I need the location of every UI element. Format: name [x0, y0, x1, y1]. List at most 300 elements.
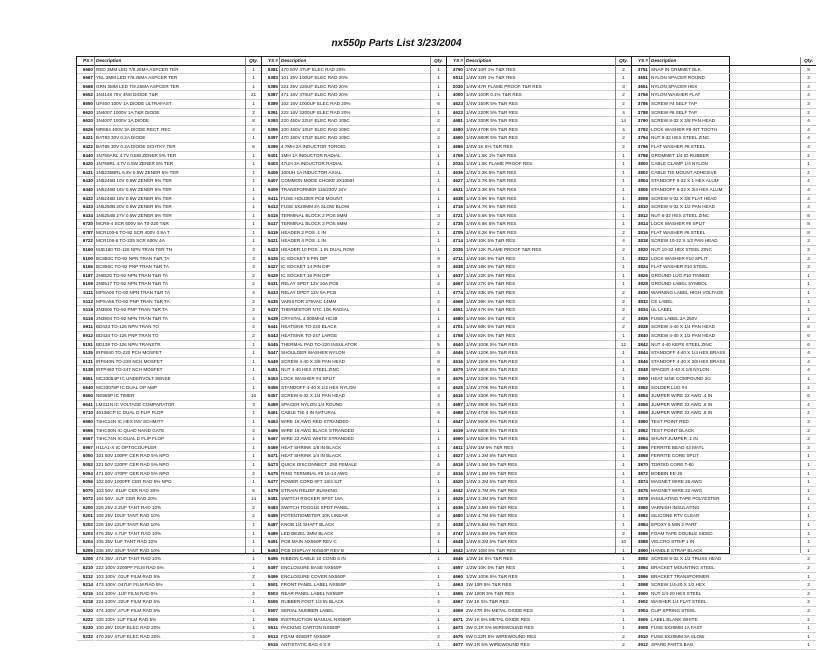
part-number-cell: 5389 [262, 100, 279, 109]
part-number-cell: 5138 [77, 366, 94, 375]
qty-cell: 1 [246, 418, 261, 427]
qty-cell: 1 [246, 598, 261, 607]
description-cell: 1/4W 470R 5% T&R RES [465, 126, 615, 135]
part-number-cell: 4657 [447, 564, 464, 573]
description-cell: LABEL BLANK WHITE [650, 616, 800, 625]
part-number-cell: 4687 [447, 401, 464, 410]
part-number-cell: 5135 [77, 349, 94, 358]
part-number-cell: 3756 [632, 91, 649, 100]
qty-cell: 1 [801, 272, 816, 281]
part-number-cell: 5165 [77, 263, 94, 272]
part-number-cell: 5469 [262, 444, 279, 453]
qty-cell: 2 [431, 220, 446, 229]
description-cell: NUT 4-40 KEPS STEEL ZINC [650, 341, 800, 350]
qty-cell: 9 [431, 255, 446, 264]
description-cell: FUSE 5X20MM 1A FAST [650, 624, 800, 633]
description-cell: 1/4W 22R 1% T&R RES [465, 74, 615, 83]
parts-block-3 [447, 57, 632, 648]
part-number-cell: 5011 [447, 74, 464, 83]
description-cell: SCREW 4-40 X 1/4 PAN HEAD [650, 323, 800, 332]
description-cell: CABLE CLAMP 1/4 NYLON [650, 160, 800, 169]
part-number-cell: 3894 [632, 564, 649, 573]
description-cell: GROUND LUG #10 TINNED [650, 272, 800, 281]
description-cell: RING TERMINAL #8 16-14 AWG [280, 470, 430, 479]
qty-cell: 1 [246, 341, 261, 350]
description-cell: SCREW #6 SELF TAP [650, 109, 800, 118]
description-cell: SPARE PARTS BAG [650, 641, 800, 650]
part-number-cell: 6722 [77, 237, 94, 246]
description-cell: JUMPER WIRE 22 AWG .4 IN [650, 392, 800, 401]
part-number-cell: 5401 [262, 152, 279, 161]
qty-cell: 1 [616, 452, 631, 461]
description-cell: CRYSTAL 4.000MHZ HC49 [280, 315, 430, 324]
qty-cell: 1 [801, 487, 816, 496]
description-cell: 1/4W 5.6K 5% T&R RES [465, 212, 615, 221]
qty-cell: 2 [246, 298, 261, 307]
part-number-cell: 4620 [447, 478, 464, 487]
qty-cell: 1 [246, 358, 261, 367]
qty-cell: 1 [801, 315, 816, 324]
description-cell: 1/4W 10K 5% T&R RES [465, 237, 615, 246]
part-number-cell: 3810 [632, 203, 649, 212]
qty-cell: 4 [801, 366, 816, 375]
part-number-cell: 4642 [447, 547, 464, 556]
description-cell: PCB DISPLAY NX550P REV B [280, 547, 430, 556]
part-number-cell: 3792 [632, 126, 649, 135]
description-cell: 1/2W 1K 5% T&R RES [465, 555, 615, 564]
part-number-cell: 5052 [77, 461, 94, 470]
part-number-cell: 5439 [262, 315, 279, 324]
part-number-cell: 4673 [447, 624, 464, 633]
qty-cell: 2 [801, 384, 816, 393]
part-number-cell: 3876 [632, 487, 649, 496]
description-cell: HEAT SHRINK 1/8 IN BLACK [280, 444, 430, 453]
description-cell: 470 25V 47UF ELEC RAD 20% [95, 633, 245, 642]
part-number-cell: 3868 [632, 452, 649, 461]
description-cell: TEST POINT RED [650, 418, 800, 427]
qty-cell: 1 [616, 547, 631, 556]
qty-cell: 2 [801, 427, 816, 436]
qty-cell: 1 [801, 160, 816, 169]
part-number-cell: 4681 [447, 117, 464, 126]
part-number-cell: 5445 [262, 341, 279, 350]
description-cell: VELCRO STRIP 1 IN [650, 538, 800, 547]
description-cell: LED BEZEL 3MM BLACK [280, 530, 430, 539]
qty-cell: 1 [246, 564, 261, 573]
qty-cell: 5 [431, 341, 446, 350]
qty-cell: 3 [431, 212, 446, 221]
part-number-cell: 5411 [262, 195, 279, 204]
qty-cell: 3 [246, 401, 261, 410]
part-number-cell: 3864 [632, 435, 649, 444]
qty-cell: 4 [431, 323, 446, 332]
qty-cell: 14 [246, 495, 261, 504]
part-number-cell: 4680 [447, 126, 464, 135]
qty-cell: 2 [246, 272, 261, 281]
description-cell: THERMISTOR NTC 10K RADIAL [280, 306, 430, 315]
description-cell: 1/4W 2.2K 5% T&R RES [465, 169, 615, 178]
description-cell: 103 100V .01UF FILM RAD 5% [95, 573, 245, 582]
description-cell: 475 35V 4.7UF TANT RAD 10% [95, 530, 245, 539]
part-number-cell: 5415 [262, 212, 279, 221]
qty-cell: 6 [431, 409, 446, 418]
part-number-cell: 3874 [632, 478, 649, 487]
part-number-cell: 5399 [262, 143, 279, 152]
qty-cell: 6 [431, 461, 446, 470]
description-cell: HEATSINK TO-247 LARGE [280, 332, 430, 341]
qty-cell: 1 [616, 186, 631, 195]
qty-cell: 1 [616, 74, 631, 83]
description-cell: HEADER 10 POS .1 IN DUAL ROW [280, 246, 430, 255]
qty-cell: 1 [246, 100, 261, 109]
description-cell: IRF640N TO-220 NCH MOSFET [95, 358, 245, 367]
part-number-cell: 4667 [447, 598, 464, 607]
part-number-cell: 4647 [447, 418, 464, 427]
description-cell: 1/4W 120K 5% T&R RES [465, 349, 615, 358]
qty-cell: 2 [246, 504, 261, 513]
part-number-cell: 3842 [632, 341, 649, 350]
description-cell: WARNING LABEL HIGH VOLTAGE [650, 289, 800, 298]
column-header: YS # [632, 57, 649, 66]
description-cell: 224 100V .22UF FILM RAD 5% [95, 598, 245, 607]
description-cell: FLAT WASHER #10 STEEL [650, 263, 800, 272]
part-number-cell: 4000 [447, 91, 464, 100]
qty-cell: 2 [616, 641, 631, 650]
qty-cell: 2 [246, 633, 261, 642]
part-number-cell: 4639 [447, 427, 464, 436]
qty-cell: 1 [616, 564, 631, 573]
description-cell: 226 16V 22UF TANT RAD 10% [95, 521, 245, 530]
qty-cell: 1 [431, 83, 446, 92]
part-number-cell: 3910 [632, 633, 649, 642]
part-number-cell: 4642 [447, 487, 464, 496]
qty-cell: 4 [801, 91, 816, 100]
part-number-cell: 3900 [632, 590, 649, 599]
part-number-cell: 3818 [632, 237, 649, 246]
part-number-cell: 3902 [632, 598, 649, 607]
qty-cell: 1 [431, 641, 446, 650]
qty-cell: 1 [246, 169, 261, 178]
qty-cell: 1 [246, 237, 261, 246]
description-cell: MJE180 TO-126 NPN TRAN TER TN [95, 246, 245, 255]
description-cell: SWITCH TOGGLE SPDT PANEL [280, 504, 430, 513]
description-cell: SERIAL NUMBER LABEL [280, 607, 430, 616]
qty-cell: 8 [801, 212, 816, 221]
qty-cell: 2 [801, 444, 816, 453]
part-number-cell: 5116 [77, 315, 94, 324]
part-number-cell: 6567 [77, 435, 94, 444]
qty-cell: 8 [246, 117, 261, 126]
description-cell: SCREW 1/4-20 X 1/2 HEX [650, 581, 800, 590]
qty-cell: 4 [801, 349, 816, 358]
part-number-cell: 5072 [77, 495, 94, 504]
qty-cell: 1 [616, 160, 631, 169]
part-number-cell: 4769 [447, 152, 464, 161]
qty-cell: 2 [616, 323, 631, 332]
description-cell: 225 25V 2.2UF TANT RAD 10% [95, 504, 245, 513]
part-number-cell: 3651 [632, 74, 649, 83]
part-number-cell: 5409 [262, 186, 279, 195]
description-cell: 1/4W 2.7M 5% T&R RES [465, 487, 615, 496]
qty-cell: 9 [801, 66, 816, 75]
part-number-cell: 4790 [447, 66, 464, 75]
part-number-cell: 3826 [632, 272, 649, 281]
qty-cell: 2 [431, 298, 446, 307]
description-column [465, 57, 616, 648]
description-cell: 1/4W 680R 5% T&R RES [465, 134, 615, 143]
qty-cell: 1 [616, 349, 631, 358]
qty-cell: 1 [246, 444, 261, 453]
qty-cell: 2 [616, 229, 631, 238]
description-cell: NYLON SPACER HEX [650, 83, 800, 92]
part-number-cell: 5491 [262, 538, 279, 547]
description-cell: JUMPER WIRE 22 AWG .6 IN [650, 401, 800, 410]
part-number-cell: 3904 [632, 607, 649, 616]
description-cell: 106 25V 10UF TANT RAD 10% [95, 512, 245, 521]
part-number-cell: 3860 [632, 418, 649, 427]
description-cell: EPOXY 5 MIN 2 PART [650, 521, 800, 530]
description-cell: LOCK WASHER #8 INT TOOTH [650, 126, 800, 135]
part-number-cell: 3878 [632, 495, 649, 504]
description-cell: 1W 1K 5% T&R RES [465, 598, 615, 607]
part-number-cell: 4680 [447, 512, 464, 521]
description-cell: BC850C TO-92 NPN TRAN T&R TA [95, 255, 245, 264]
part-number-cell: 5668 [77, 83, 94, 92]
part-number-cell: 5391 [262, 109, 279, 118]
description-cell: IC SOCKET 16 PIN DIP [280, 272, 430, 281]
qty-cell: 1 [246, 212, 261, 221]
description-cell: ANTISTATIC BAG 6 X 8 [280, 641, 430, 650]
part-number-cell: 5070 [77, 487, 94, 496]
description-cell: FUSE 5X20MM 3A SLOW [650, 633, 800, 642]
qty-cell: 1 [616, 392, 631, 401]
description-cell: INSULATING TAPE POLYESTER [650, 495, 800, 504]
description-cell: TOROID CORE T-80 [650, 461, 800, 470]
parts-table [76, 56, 813, 648]
part-number-cell: 3806 [632, 186, 649, 195]
part-number-cell: 5431 [262, 280, 279, 289]
part-number-cell: 2034 [447, 160, 464, 169]
qty-cell: 14 [616, 117, 631, 126]
part-number-cell: 4638 [447, 195, 464, 204]
part-number-cell: 6431 [77, 169, 94, 178]
qty-cell: 1 [616, 384, 631, 393]
qty-cell: 1 [801, 504, 816, 513]
description-cell: 3W 0.1R 5% WIREWOUND RES [465, 624, 615, 633]
part-number-cell: 3788 [632, 109, 649, 118]
part-number-cell: 5471 [262, 452, 279, 461]
part-number-cell: 5423 [262, 246, 279, 255]
description-cell: VARISTOR 275VAC 14MM [280, 298, 430, 307]
part-number-cell: 6912 [77, 332, 94, 341]
description-cell: THERMAL PAD TO-220 INSULATOR [280, 341, 430, 350]
part-number-cell: 5381 [262, 66, 279, 75]
qty-cell: 1 [801, 298, 816, 307]
qty-cell: 4 [801, 358, 816, 367]
description-cell: SCREW #4 SELF TAP [650, 100, 800, 109]
part-number-cell: 4636 [447, 169, 464, 178]
qty-cell: 1 [431, 495, 446, 504]
part-number-cell: 5216 [77, 590, 94, 599]
qty-cell: 1 [616, 152, 631, 161]
part-number-cell: 6432 [77, 195, 94, 204]
part-number-cell: 6720 [77, 220, 94, 229]
description-cell: WIRE 22 AWG WHITE STRANDED [280, 435, 430, 444]
description-cell: POTENTIOMETER 10K LINEAR [280, 512, 430, 521]
description-cell: MR854 400V 3A DIODE RECT. REC [95, 126, 245, 135]
part-number-cell: 3808 [632, 195, 649, 204]
qty-cell: 1 [616, 478, 631, 487]
part-number-cell: 4669 [447, 607, 464, 616]
part-number-cell: 5461 [262, 409, 279, 418]
part-number-cell: 5200 [77, 504, 94, 513]
description-cell: UF400 100V 1A DIODE ULTRAFAST [95, 100, 245, 109]
description-cell: GRN 3MM LED T/9.25MA ASPCER TER [95, 83, 245, 92]
qty-cell: 4 [616, 109, 631, 118]
description-cell: SPACER NYLON 1/4 ROUND [280, 401, 430, 410]
qty-cell: 1 [246, 195, 261, 204]
qty-cell: 6 [801, 323, 816, 332]
description-cell: 1/4W 3.3K 5% T&R RES [465, 186, 615, 195]
description-cell: 1/4W 8.2M 5% T&R RES [465, 538, 615, 547]
description-cell: MCR8-4 SCR 600V 8A T0-220 T&R [95, 220, 245, 229]
description-cell: BD434 TO-126 PNP TRAN TO [95, 332, 245, 341]
qty-cell: 1 [246, 624, 261, 633]
qty-cell: 1 [616, 195, 631, 204]
qty-cell: 1 [616, 332, 631, 341]
part-number-cell: 5187 [77, 272, 94, 281]
qty-cell: 2 [246, 590, 261, 599]
description-cell: 1/4W 150K 5% T&R RES [465, 358, 615, 367]
qty-cell: 1 [616, 366, 631, 375]
description-cell: 100 450V 10UF ELEC RAD 105C [280, 126, 430, 135]
qty-cell: 1 [801, 375, 816, 384]
part-number-cell: 5056 [77, 478, 94, 487]
qty-cell: 2 [246, 306, 261, 315]
qty-cell: 1 [801, 547, 816, 556]
qty-cell: 6 [431, 100, 446, 109]
part-number-cell: 3820 [632, 246, 649, 255]
part-number-cell: 3848 [632, 366, 649, 375]
description-cell: 1/4W 680K 5% T&R RES [465, 427, 615, 436]
part-number-cell: 5477 [262, 478, 279, 487]
description-cell: MAGNET WIRE 26 AWG [650, 478, 800, 487]
description-cell: INSTRUCTION MANUAL NX550P [280, 616, 430, 625]
description-cell: GROUND LABEL SYMBOL [650, 280, 800, 289]
qty-cell: 1 [431, 272, 446, 281]
description-cell: 1N4007 1000V 1A DIODE [95, 117, 245, 126]
qty-cell: 1 [246, 220, 261, 229]
qty-cell: 4 [801, 177, 816, 186]
description-cell: 1N5254B 27V 0.5W ZENER 5% TER [95, 212, 245, 221]
part-number-cell: 6710 [77, 409, 94, 418]
part-number-cell: 5441 [262, 323, 279, 332]
description-cell: SCREW 8-32 X 3/8 PAN HEAD [650, 117, 800, 126]
part-number-cell: 5230 [77, 624, 94, 633]
description-cell: SCREW 8-32 X 1/2 TRUSS HEAD [650, 555, 800, 564]
part-number-cell: 4675 [447, 633, 464, 642]
qty-cell: 1 [431, 143, 446, 152]
description-cell: 1/4W 47K 5% T&R RES [465, 306, 615, 315]
part-number-cell: 2035 [447, 246, 464, 255]
part-number-cell: 5509 [262, 616, 279, 625]
part-number-cell: 3870 [632, 461, 649, 470]
description-cell: SCREW 4-40 X 1/2 PAN HEAD [650, 332, 800, 341]
part-number-cell: 3814 [632, 220, 649, 229]
description-column [95, 57, 246, 639]
qty-cell: 1 [616, 418, 631, 427]
part-number-cell: 3896 [632, 573, 649, 582]
description-cell: NUT 8-32 HEX STEEL ZINC [650, 134, 800, 143]
part-number-cell: 5212 [77, 573, 94, 582]
qty-cell: 1 [431, 427, 446, 436]
description-cell: 474 100V .47UF FILM RAD 5% [95, 607, 245, 616]
description-cell: HEATSINK TO-220 BLACK [280, 323, 430, 332]
description-cell: IC SOCKET 14 PIN DIP [280, 263, 430, 272]
qty-cell: 1 [616, 409, 631, 418]
qty-cell: 3 [246, 255, 261, 264]
description-cell: NUT 4-40 HEX STEEL ZINC [280, 366, 430, 375]
part-number-cell: 5473 [262, 461, 279, 470]
description-cell: SNAP IN GRMMET BLK [650, 66, 800, 75]
description-cell: 2N6517 TO-92 NPN TRAN T&R TA [95, 280, 245, 289]
description-cell: TEST POINT BLACK [650, 427, 800, 436]
description-cell: 1W 10R 5% T&R RES [465, 581, 615, 590]
description-cell: REAR PANEL LABEL NX550P [280, 590, 430, 599]
description-cell: NYLON WASHER FLAT [650, 91, 800, 100]
description-cell: QUICK DISCONNECT .250 FEMALE [280, 461, 430, 470]
qty-cell: 2 [616, 530, 631, 539]
qty-cell: 1 [246, 366, 261, 375]
part-number-cell: 4660 [447, 573, 464, 582]
description-cell: CLIP SPRING STEEL [650, 607, 800, 616]
description-cell: FUSE HOLDER PCB MOUNT [280, 195, 430, 204]
part-number-cell: 3854 [632, 392, 649, 401]
part-number-cell: 5451 [262, 366, 279, 375]
description-cell: 1MH 1A INDUCTOR RADIAL [280, 152, 430, 161]
part-number-cell: 4631 [447, 186, 464, 195]
qty-cell: 1 [431, 91, 446, 100]
qty-cell: 1 [801, 306, 816, 315]
description-cell: CABLE TIE 4 IN NATURAL [280, 409, 430, 418]
description-cell: 1/4W 39K 5% T&R RES [465, 298, 615, 307]
column-header: Description [650, 57, 800, 66]
qty-cell: 1 [431, 186, 446, 195]
qty-cell: 2 [616, 289, 631, 298]
qty-cell: 1 [616, 427, 631, 436]
column-header: Description [465, 57, 615, 66]
part-number-cell: 4680 [447, 315, 464, 324]
qty-cell: 1 [246, 229, 261, 238]
description-cell: FOAM INSERT NX550P [280, 633, 430, 642]
qty-cell: 1 [431, 195, 446, 204]
qty-cell: 1 [431, 237, 446, 246]
qty-cell: 1 [431, 555, 446, 564]
qty-cell: 3 [246, 246, 261, 255]
part-number-cell: 3836 [632, 315, 649, 324]
qty-cell: 4 [616, 126, 631, 135]
part-number-cell: 6620 [77, 109, 94, 118]
part-number-cell: 3802 [632, 169, 649, 178]
description-cell: 1/4W 100R 0.1% T&R RES [465, 91, 615, 100]
description-cell: TERMINAL BLOCK 3 POS 5MM [280, 220, 430, 229]
description-cell: RELAY SPDT 12V 10A PCB [280, 280, 430, 289]
description-cell: NUT 6-32 HEX STEEL ZINC [650, 212, 800, 221]
description-cell: MC33064P IC UNDERVOLT SENSE [95, 375, 245, 384]
part-number-cell: 3830 [632, 289, 649, 298]
description-cell: 1/4W 33K 5% T&R RES [465, 289, 615, 298]
column-header: PS # [77, 57, 94, 66]
